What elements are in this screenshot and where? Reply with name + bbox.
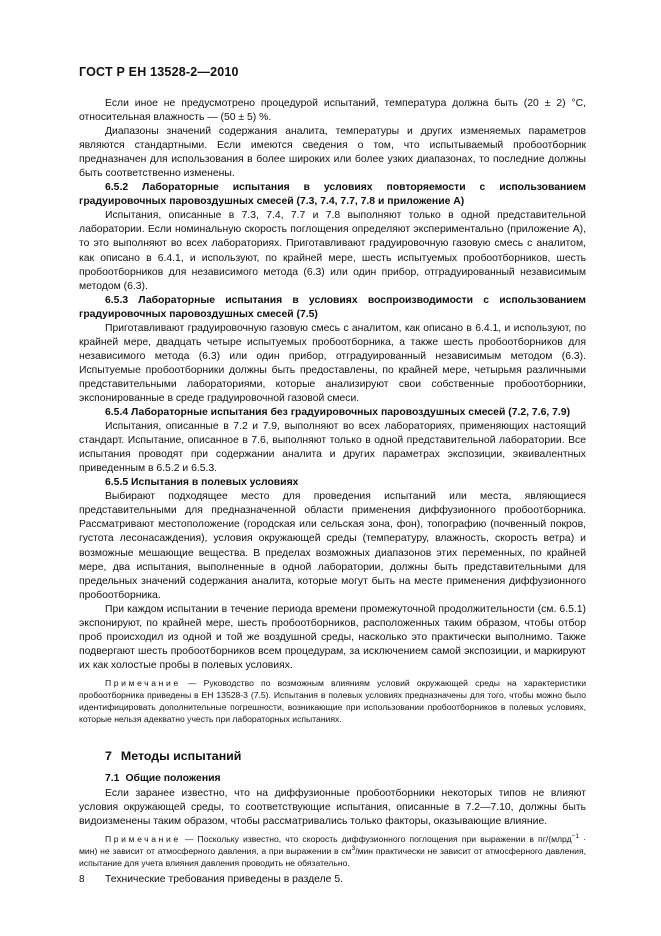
paragraph-requirements: Технические требования приведены в разделе 5.: [105, 874, 343, 886]
paragraph-6-5-5-b: При каждом испытании в течение периода времени промежуточной продолжительности (см. 6.5.1) экспонируют, по крайней мере, шесть пробоотборников, расположенных таким образом, чтобы отбор проб происходил из одной и той же воздушной среды, насколько это практически выполнимо. Также подвергают шесть пробоотборников всем процедурам, за исключением самой экспозиции, и маркируют их как холостые пробы в полевых условиях.: [79, 603, 586, 671]
section-7-heading: [105, 749, 586, 763]
section-7-title: Методы испытаний: [120, 748, 242, 763]
note-pressure: [79, 833, 586, 869]
heading-7-1: [79, 772, 586, 786]
page-body: [79, 97, 586, 887]
paragraph-7-1: Если заранее известно, что на диффузионные пробоотборники некоторых типов не влияют условия окружающей среды, то соответствующие испытания, описанные в 7.2—7.10, должны быть видоизменены таким образом, чтобы рассматривались только факторы, оказывающие влияние.: [79, 788, 586, 828]
note-superscript-2: 3: [351, 845, 356, 853]
paragraph-ranges: Диапазоны значений содержания аналита, температуры и других изменяемых параметров являются стандартными. Если имеются сведения о том, что испытываемый пробоотборник предназначен для использования в более широких или более узких диапазонах, то последние должны быть соответственно изменены.: [79, 126, 586, 180]
heading-7-1-number: 7.1: [105, 772, 120, 784]
paragraph-6-5-5-a: Выбирают подходящее место для проведения испытаний или места, являющиеся представительными для предназначенной области применения диффузионного пробоотборника. Рассматривают местоположение (городская или сельская зона, фон), топографию (почвенный покров, густота лесонасаждения), условия окружающей среды (температуру, влажность, скорость ветра) и возможные мешающие вещества. В пределах возможных диапазонов этих переменных, по крайней мере, два испытания, выполненные в одной лаборатории, должны быть представительными для предельных значений содержания аналита, которые могут быть на месте применения диффузионного пробоотборника.: [79, 491, 586, 601]
heading-7-1-title: Общие положения: [125, 772, 221, 784]
heading-6-5-4: 6.5.4 Лабораторные испытания без градуировочных паровоздушных смесей (7.2, 7.6, 7.9): [105, 407, 571, 419]
heading-6-5-3: 6.5.3 Лабораторные испытания в условиях воспроизводимости с использованием градуировочных паровоздушных смесей (7.5): [79, 294, 586, 320]
paragraph-6-5-4: Испытания, описанные в 7.2 и 7.9, выполняют во всех лабораториях, применяющих настоящий стандарт. Испытание, описанное в 7.6, выполняют только в одной представительной лаборатории. Все испытания проводят при содержании аналита и других параметрах экспозиции, эквивалентных приведенным в 6.5.2 и 6.5.3.: [79, 421, 586, 475]
page-number: 8: [79, 874, 85, 885]
note-superscript-1: −1: [571, 833, 580, 841]
note-label: Примечание: [105, 834, 181, 845]
standard-header: ГОСТ Р ЕН 13528-2—2010: [79, 65, 239, 79]
section-7-number: 7: [105, 748, 112, 763]
note-text-part2: · мин) не зависит от атмосферного давления, а при выражении в см: [79, 834, 587, 857]
note-text-part1: — Поскольку известно, что скорость диффузионного поглощения при выражении в пг/(млрд: [184, 834, 572, 845]
paragraph-6-5-2: Испытания, описанные в 7.3, 7.4, 7.7 и 7.8 выполняют только в одной представительной лаборатории. Если номинальную скорость поглощения определяют экспериментально (приложение А), то это выполняют во всех лабораториях. Приготавливают градуировочную газовую смесь с аналитом, как описано в 6.4.1, и используют, по крайней мере, шесть испытуемых пробоотборников, шесть пробоотборников для независимого метода (6.3) или один прибор, отградуированный независимым методом (6.3).: [79, 210, 586, 292]
paragraph-conditions: Если иное не предусмотрено процедурой испытаний, температура должна быть (20 ± 2) °С, относительная влажность — (50 ± 5) %.: [79, 98, 586, 124]
heading-6-5-5: 6.5.5 Испытания в полевых условиях: [105, 477, 299, 489]
note-label: Примечание: [105, 677, 181, 688]
note-text-part3: /мин практически не зависит от атмосферного давления, испытание для учета влияния давления проводить не обязательно.: [79, 846, 586, 869]
note-text: — Руководство по возможным влияниям условий окружающей среды на характеристики пробоотборника приведены в ЕН 13528-3 (7.5). Испытания в полевых условиях предназначены для того, чтобы можно было идентифицировать дополнительные погрешности, возникающие при использовании пробоотборников в полевых условиях, которые нельзя адекватно учесть при лабораторных испытаниях.: [79, 677, 586, 724]
heading-6-5-2: 6.5.2 Лабораторные испытания в условиях повторяемости с использованием градуировочных паровоздушных смесей (7.3, 7.4, 7.7, 7.8 и приложение А): [79, 182, 586, 208]
note-environment: [79, 677, 586, 725]
paragraph-6-5-3: Приготавливают градуировочную газовую смесь с аналитом, как описано в 6.4.1, и используют, по крайней мере, двадцать четыре испытуемых пробоотборника, а также шесть пробоотборников для независимого метода (6.3) или один прибор, отградуированный независимым методом (6.3). Испытуемые пробоотборники должны быть предоставлены, по крайней мере, четырьмя различными представительными лабораториями, которые анализируют свои собственные пробоотборники, экспонированные в среде градуировочной газовой смеси.: [79, 322, 586, 404]
